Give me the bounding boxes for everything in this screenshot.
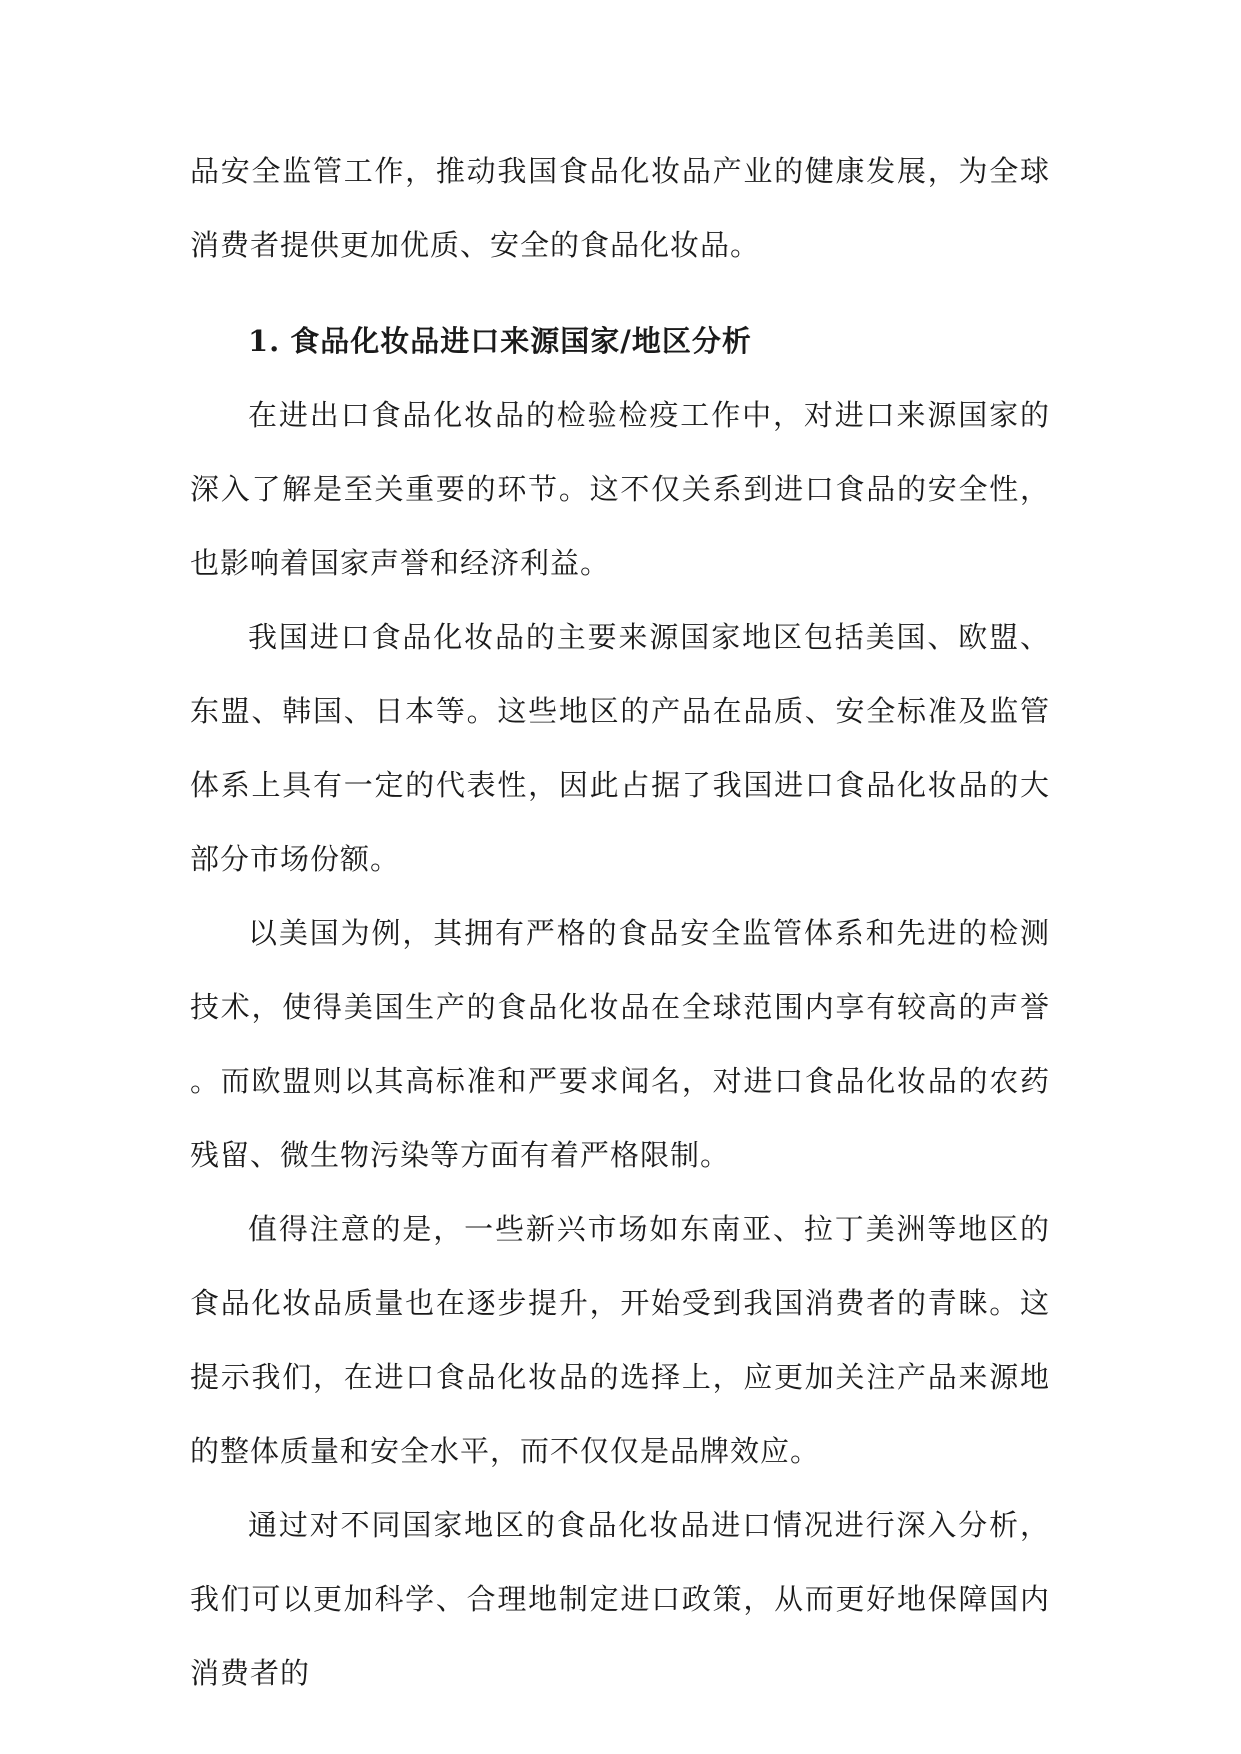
section-heading xyxy=(190,304,1050,378)
body-paragraph: 值得注意的是，一些新兴市场如东南亚、拉丁美洲等地区的食品化妆品质量也在逐步提升，开始受到我国消费者的青睐。这提示我们，在进口食品化妆品的选择上，应更加关注产品来源地的整体质量和安全水平，而不仅仅是品牌效应。 xyxy=(190,1212,1050,1468)
body-paragraph: 在进出口食品化妆品的检验检疫工作中，对进口来源国家的深入了解是至关重要的环节。这不仅关系到进口食品的安全性，也影响着国家声誉和经济利益。 xyxy=(190,398,1050,580)
body-paragraph: 我国进口食品化妆品的主要来源国家地区包括美国、欧盟、东盟、韩国、日本等。这些地区的产品在品质、安全标准及监管体系上具有一定的代表性，因此占据了我国进口食品化妆品的大部分市场份额。 xyxy=(190,620,1050,876)
section-number: 1. xyxy=(248,324,281,358)
section-title: 食品化妆品进口来源国家/地区分析 xyxy=(290,324,752,358)
body-paragraph: 通过对不同国家地区的食品化妆品进口情况进行深入分析，我们可以更加科学、合理地制定进口政策，从而更好地保障国内消费者的 xyxy=(190,1508,1050,1690)
document-page xyxy=(190,0,1050,1754)
body-paragraph: 以美国为例，其拥有严格的食品安全监管体系和先进的检测技术，使得美国生产的食品化妆品在全球范围内享有较高的声誉。而欧盟则以其高标准和严要求闻名，对进口食品化妆品的农药残留、微生物污染等方面有着严格限制。 xyxy=(190,916,1050,1172)
continuation-paragraph: 品安全监管工作，推动我国食品化妆品产业的健康发展，为全球消费者提供更加优质、安全的食品化妆品。 xyxy=(190,154,1050,262)
